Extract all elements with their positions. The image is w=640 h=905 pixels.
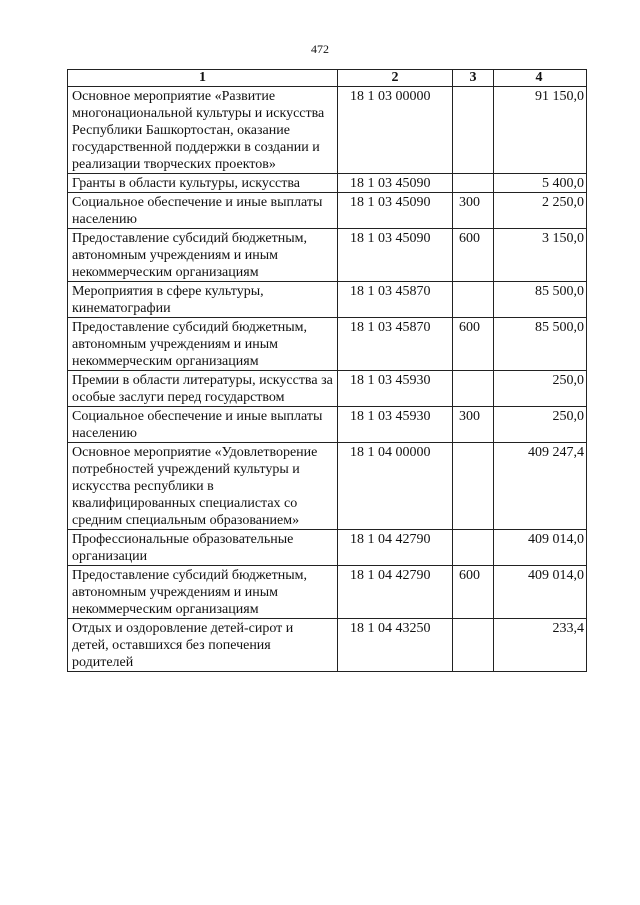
- table-row: [68, 619, 587, 672]
- row-type: 300: [453, 193, 494, 229]
- row-type: 600: [453, 566, 494, 619]
- row-amount: 250,0: [494, 407, 587, 443]
- row-name: Социальное обеспечение и иные выплаты населению: [68, 193, 338, 229]
- row-type: [453, 443, 494, 530]
- row-type: [453, 619, 494, 672]
- row-amount: 5 400,0: [494, 174, 587, 193]
- table-row: [68, 530, 587, 566]
- table-row: [68, 193, 587, 229]
- header-col-2: 2: [338, 70, 453, 87]
- table-body: [68, 87, 587, 672]
- row-amount: 91 150,0: [494, 87, 587, 174]
- header-col-4: 4: [494, 70, 587, 87]
- row-type: [453, 174, 494, 193]
- budget-table: [67, 69, 587, 672]
- table-header: [68, 70, 587, 87]
- row-name: Премии в области литературы, искусства за особые заслуги перед государством: [68, 371, 338, 407]
- table-row: [68, 407, 587, 443]
- row-code: 18 1 04 42790: [338, 530, 453, 566]
- table-row: [68, 371, 587, 407]
- row-name: Профессиональные образовательные организации: [68, 530, 338, 566]
- table-row: [68, 229, 587, 282]
- row-name: Предоставление субсидий бюджетным, автономным учреждениям и иным некоммерческим организациям: [68, 566, 338, 619]
- row-name: Предоставление субсидий бюджетным, автономным учреждениям и иным некоммерческим организациям: [68, 318, 338, 371]
- table-row: [68, 174, 587, 193]
- row-amount: 250,0: [494, 371, 587, 407]
- table-row: [68, 318, 587, 371]
- row-name: Отдых и оздоровление детей-сирот и детей, оставшихся без попечения родителей: [68, 619, 338, 672]
- row-type: [453, 371, 494, 407]
- row-code: 18 1 03 45870: [338, 282, 453, 318]
- row-name: Основное мероприятие «Удовлетворение потребностей учреждений культуры и искусства республики в квалифицированных специалистах со средним специальным образованием»: [68, 443, 338, 530]
- row-amount: 409 014,0: [494, 530, 587, 566]
- row-type: [453, 282, 494, 318]
- row-code: 18 1 03 45090: [338, 193, 453, 229]
- row-type: 600: [453, 229, 494, 282]
- row-code: 18 1 03 45870: [338, 318, 453, 371]
- row-code: 18 1 03 00000: [338, 87, 453, 174]
- table-row: [68, 282, 587, 318]
- header-col-1: 1: [68, 70, 338, 87]
- row-amount: 85 500,0: [494, 282, 587, 318]
- row-type: 300: [453, 407, 494, 443]
- row-type: 600: [453, 318, 494, 371]
- row-amount: 85 500,0: [494, 318, 587, 371]
- row-type: [453, 87, 494, 174]
- row-name: Социальное обеспечение и иные выплаты населению: [68, 407, 338, 443]
- row-code: 18 1 04 00000: [338, 443, 453, 530]
- row-amount: 409 247,4: [494, 443, 587, 530]
- row-code: 18 1 04 43250: [338, 619, 453, 672]
- row-code: 18 1 03 45090: [338, 174, 453, 193]
- row-name: Предоставление субсидий бюджетным, автономным учреждениям и иным некоммерческим организациям: [68, 229, 338, 282]
- page-number: 472: [311, 42, 329, 56]
- row-name: Мероприятия в сфере культуры, кинематографии: [68, 282, 338, 318]
- row-code: 18 1 04 42790: [338, 566, 453, 619]
- row-code: 18 1 03 45930: [338, 371, 453, 407]
- row-amount: 2 250,0: [494, 193, 587, 229]
- row-type: [453, 530, 494, 566]
- row-amount: 233,4: [494, 619, 587, 672]
- header-col-3: 3: [453, 70, 494, 87]
- table-row: [68, 443, 587, 530]
- row-name: Гранты в области культуры, искусства: [68, 174, 338, 193]
- table-row: [68, 87, 587, 174]
- row-amount: 409 014,0: [494, 566, 587, 619]
- row-code: 18 1 03 45090: [338, 229, 453, 282]
- header-row: [68, 70, 587, 87]
- row-name: Основное мероприятие «Развитие многонациональной культуры и искусства Республики Башкортостан, оказание государственной поддержки в создании и реализации творческих проектов»: [68, 87, 338, 174]
- row-code: 18 1 03 45930: [338, 407, 453, 443]
- row-amount: 3 150,0: [494, 229, 587, 282]
- table-row: [68, 566, 587, 619]
